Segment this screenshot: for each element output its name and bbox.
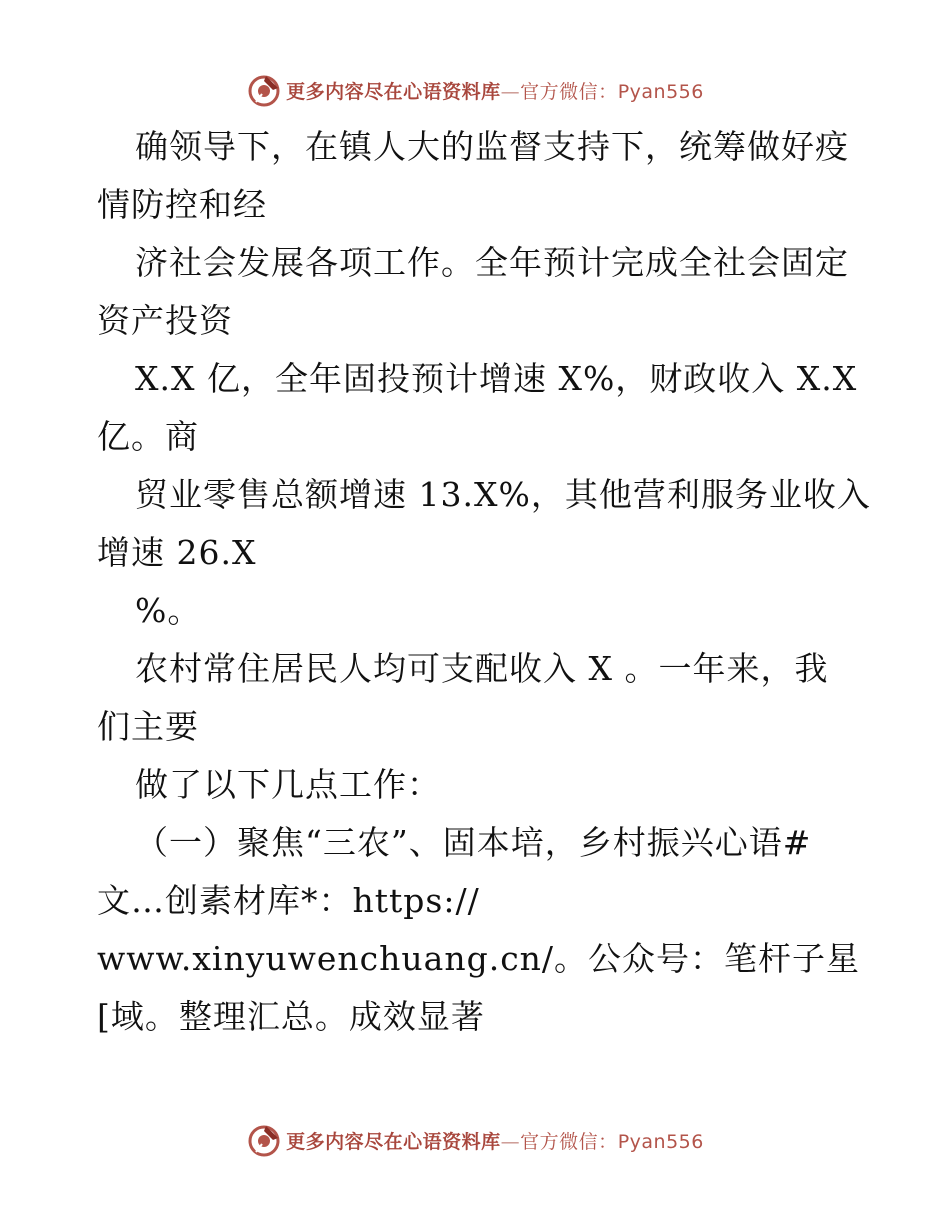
pen-logo-icon (246, 1122, 282, 1158)
text-line: 确领导下，在镇人大的监督支持下，统筹做好疫 (135, 127, 849, 166)
text-line: %。 (135, 591, 202, 630)
text-line: X.X 亿，全年固投预计增速 X%，财政收入 X.X (135, 359, 858, 398)
text-line: 资产投资 (97, 301, 233, 340)
text-line: 农村常住居民人均可支配收入 X 。一年来，我 (135, 649, 829, 688)
text-line: 文…创素材库*：https:// (97, 881, 480, 920)
text-line: 增速 26.X (97, 533, 257, 572)
pen-logo-icon (246, 72, 282, 108)
header-watermark-banner (0, 70, 950, 110)
text-line: 情防控和经 (97, 185, 267, 224)
banner-dash: — (500, 80, 521, 103)
text-line: （一）聚焦“三农”、固本培，乡村振兴心语# (135, 823, 812, 862)
banner-dash: — (500, 1130, 521, 1153)
document-body (97, 118, 871, 1046)
banner-wechat-label: 官方微信： (520, 80, 618, 103)
text-line: [域。整理汇总。成效显著 (97, 997, 485, 1036)
text-line: 做了以下几点工作： (135, 765, 441, 804)
banner-wechat-label: 官方微信： (520, 1130, 618, 1153)
banner-brand: 更多内容尽在心语资料库 (286, 1130, 501, 1153)
text-line: 济社会发展各项工作。全年预计完成全社会固定 (135, 243, 849, 282)
text-line: 们主要 (97, 707, 199, 746)
text-line: www.xinyuwenchuang.cn/。公众号：笔杆子星 (97, 939, 861, 978)
text-line: 贸业零售总额增速 13.X%，其他营利服务业收入 (135, 475, 871, 514)
banner-wechat-id: Pyan556 (617, 80, 704, 103)
text-line: 亿。商 (97, 417, 199, 456)
banner-brand: 更多内容尽在心语资料库 (286, 80, 501, 103)
banner-wechat-id: Pyan556 (617, 1130, 704, 1153)
footer-watermark-banner (0, 1120, 950, 1160)
